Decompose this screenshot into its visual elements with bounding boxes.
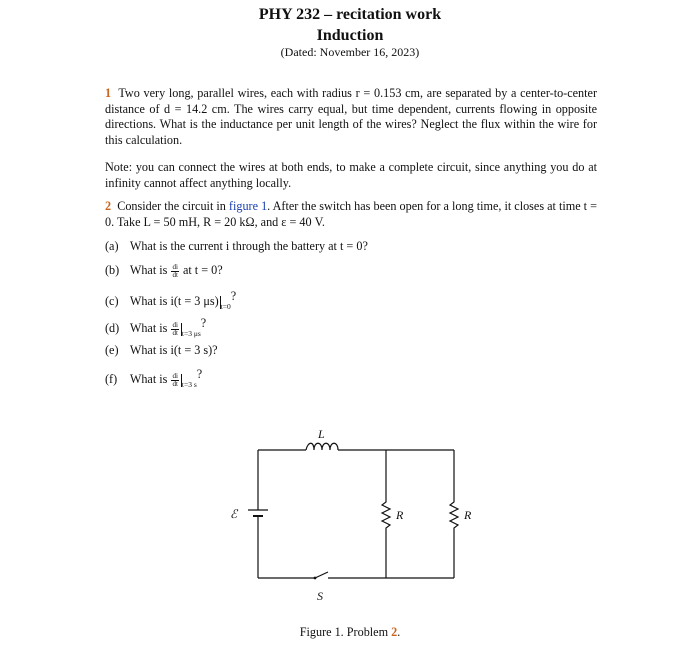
question-text: What is i(t = 3 s)? <box>129 343 218 357</box>
switch-blade <box>315 572 328 578</box>
question-suffix: at t = 0? <box>182 263 223 277</box>
resistor-2-label: R <box>464 508 472 522</box>
question-f: (f) What is $\frac{di}{dt}$ $_{t=3 s}$? <box>105 367 203 389</box>
caption-problem-ref[interactable]: 2 <box>391 625 398 639</box>
document-title: PHY 232 – recitation work <box>258 6 442 23</box>
problem-2-number: 2 <box>105 199 112 213</box>
question-prefix: What is <box>129 372 168 386</box>
problem-2-intro-b: . After the switch has been open for a long time, it closes at time t = 0. Take L = 50 mH, R = 20 kΩ, and ε = 40 V. <box>105 199 597 229</box>
derivative-fraction: $\frac{di}{dt}$ <box>172 320 178 337</box>
inductor-coil <box>306 443 338 450</box>
question-label: (a) <box>105 239 119 253</box>
question-e <box>105 343 218 358</box>
evaluation-subscript: t=0 <box>220 302 231 311</box>
question-label: (d) <box>105 321 120 335</box>
circuit-diagram <box>222 420 492 610</box>
problem-1-number: 1 <box>105 86 112 100</box>
question-label: (c) <box>105 294 119 308</box>
question-label: (e) <box>105 343 119 357</box>
problem-2-intro-a: Consider the circuit in <box>117 199 229 213</box>
document-date: (Dated: November 16, 2023) <box>280 45 420 59</box>
evaluation-subscript: t=3 s <box>181 380 197 389</box>
switch-label: S <box>317 589 323 603</box>
inductor-label: L <box>318 427 325 441</box>
resistor-2 <box>450 450 458 578</box>
question-prefix: What is <box>129 263 168 277</box>
derivative-fraction: $\frac{di}{dt}$ <box>172 371 178 388</box>
question-label: (b) <box>105 263 120 277</box>
figure-1-link[interactable]: figure 1 <box>228 199 268 213</box>
resistor-1-label: R <box>396 508 404 522</box>
document-subtitle: Induction <box>316 27 384 44</box>
problem-1-text: Two very long, parallel wires, each with radius r = 0.153 cm, are separated by a center-to-center distance of d = 14.2 cm. The wires carry equal, but time dependent, currents flowing in opposite directions. What is the inductance per unit length of the wires? Neglect the flux within the wire for this calculation. <box>105 86 598 147</box>
evaluation-subscript: t=3 μs <box>181 329 201 338</box>
derivative-fraction: $\frac{di}{dt}$ <box>172 262 178 279</box>
question-c: (c) What is i(t = 3 μs) $_{t=0}$? <box>105 289 237 311</box>
emf-label: ℰ <box>230 507 238 521</box>
question-a <box>105 239 368 254</box>
question-b <box>105 263 223 279</box>
question-label: (f) <box>105 372 118 386</box>
question-prefix: What is <box>129 321 168 335</box>
figure-caption: Figure 1. Problem 2. <box>299 625 401 639</box>
problem-2-intro <box>105 199 597 230</box>
question-d: (d) What is $\frac{di}{dt}$ $_{t=3 \mu s}$? <box>105 316 207 338</box>
question-text: What is i(t = 3 μs) <box>129 294 219 308</box>
problem-1-note: Note: you can connect the wires at both ends, to make a complete circuit, since anything you do at infinity cannot affect anything locally. <box>105 160 597 190</box>
resistor-1 <box>382 450 390 578</box>
problem-1 <box>105 86 597 148</box>
question-text: What is the current i through the battery at t = 0? <box>129 239 368 253</box>
switch-contact <box>314 577 317 580</box>
